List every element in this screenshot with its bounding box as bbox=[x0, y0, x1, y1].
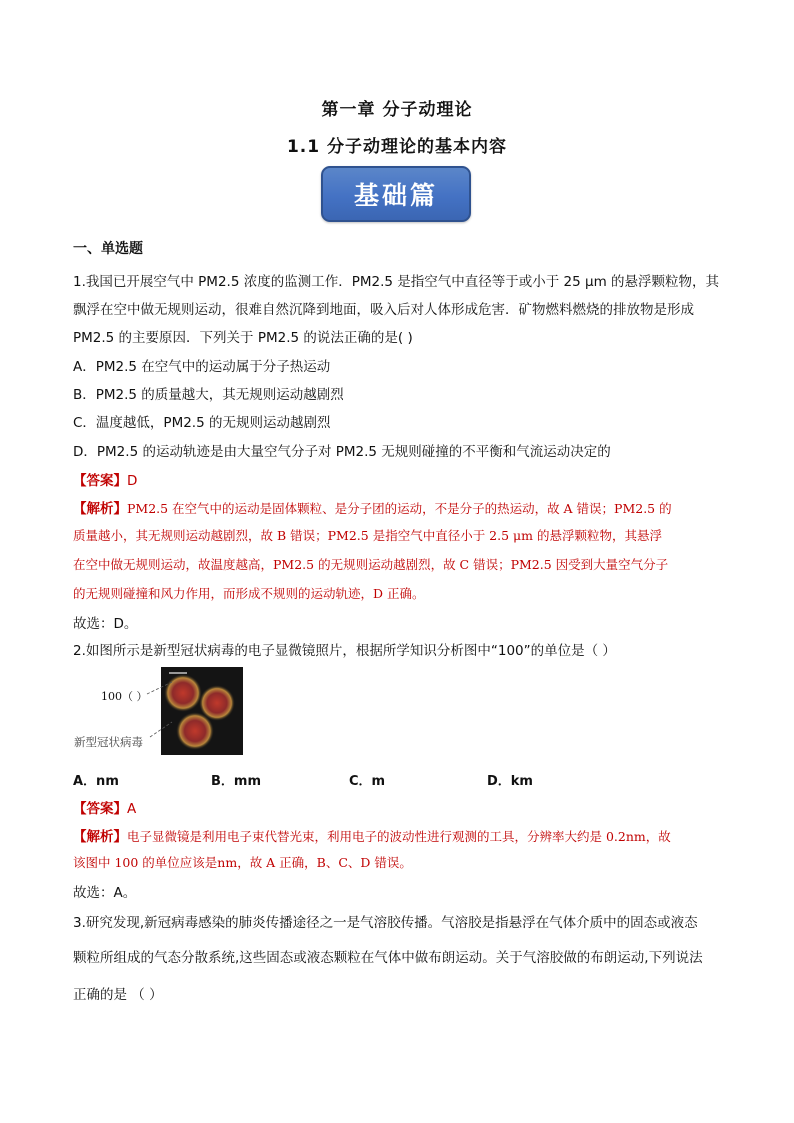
q1-option-a: A．PM2.5 在空气中的运动属于分子热运动 bbox=[73, 359, 331, 375]
q1-analysis-line-3: 在空中做无规则运动，故温度越高，PM2.5 的无规则运动越剧烈，故 C 错误；PM2.5 因受到大量空气分子 bbox=[73, 557, 669, 572]
figure-label-virus: 新型冠状病毒 bbox=[74, 735, 143, 749]
q1-analysis-text-1: PM2.5 在空气中的运动是固体颗粒、是分子团的运动，不是分子的热运动，故 A 错误；PM2.5 的 bbox=[127, 501, 672, 516]
q2-analysis-text-1: 电子显微镜是利用电子束代替光束，利用电子的波动性进行观测的工具，分辨率大约是 0.2nm，故 bbox=[127, 829, 671, 844]
chapter-title: 第一章 分子动理论 bbox=[321, 100, 473, 120]
q2-option-d: D．km bbox=[487, 774, 533, 789]
q2-answer bbox=[73, 797, 136, 817]
q1-answer bbox=[73, 469, 137, 489]
figure-label-100: 100（ ） bbox=[101, 690, 148, 703]
q1-analysis-label: 【解析】 bbox=[73, 501, 127, 517]
q1-answer-label: 【答案】 bbox=[73, 473, 127, 489]
q2-analysis-line-1 bbox=[73, 825, 671, 845]
q1-analysis-line-2: 质量越小，其无规则运动越剧烈，故 B 错误；PM2.5 是指空气中直径小于 2.5 μm 的悬浮颗粒物，其悬浮 bbox=[73, 528, 662, 543]
q1-stem-line-2: 飘浮在空中做无规则运动，很难自然沉降到地面，吸入后对人体形成危害．矿物燃料燃烧的排放物是形成 bbox=[73, 302, 694, 318]
q1-answer-value: D bbox=[127, 473, 138, 489]
q2-analysis-line-2: 该图中 100 的单位应该是nm，故 A 正确，B、C、D 错误。 bbox=[73, 855, 412, 870]
q1-analysis-line-1 bbox=[73, 497, 672, 517]
q2-stem: 2.如图所示是新型冠状病毒的电子显微镜照片，根据所学知识分析图中“100”的单位是（ ） bbox=[73, 643, 616, 659]
q3-stem-line-2: 颗粒所组成的气态分散系统,这些固态或液态颗粒在气体中做布朗运动。关于气溶胶做的布朗运动,下列说法 bbox=[73, 950, 703, 966]
q1-stem-line-1: 1.我国已开展空气中 PM2.5 浓度的监测工作．PM2.5 是指空气中直径等于或小于 25 μm 的悬浮颗粒物，其 bbox=[73, 274, 720, 290]
q1-option-c: C．温度越低，PM2.5 的无规则运动越剧烈 bbox=[73, 415, 331, 431]
virus-micrograph-image bbox=[161, 667, 243, 755]
q3-stem-line-1: 3.研究发现,新冠病毒感染的肺炎传播途径之一是气溶胶传播。气溶胶是指悬浮在气体介质中的固态或液态 bbox=[73, 915, 698, 931]
q3-stem-line-3: 正确的是 （ ） bbox=[73, 987, 163, 1003]
q2-answer-label: 【答案】 bbox=[73, 801, 127, 817]
section-title: 1.1 分子动理论的基本内容 bbox=[286, 137, 508, 157]
q2-option-c: C．m bbox=[349, 774, 386, 789]
section-heading: 一、单选题 bbox=[73, 241, 143, 257]
q1-stem-line-3: PM2.5 的主要原因．下列关于 PM2.5 的说法正确的是( ) bbox=[73, 330, 413, 346]
virus-micrograph bbox=[161, 667, 243, 755]
q1-option-b: B．PM2.5 的质量越大，其无规则运动越剧烈 bbox=[73, 387, 344, 403]
q1-conclusion: 故选：D。 bbox=[73, 616, 138, 632]
q2-answer-value: A bbox=[127, 801, 137, 817]
level-banner-text: 基础篇 bbox=[353, 181, 438, 210]
q1-option-d: D．PM2.5 的运动轨迹是由大量空气分子对 PM2.5 无规则碰撞的不平衡和气流运动决定的 bbox=[73, 444, 611, 460]
q2-analysis-label: 【解析】 bbox=[73, 829, 127, 845]
level-banner bbox=[321, 166, 471, 222]
q2-option-b: B．mm bbox=[211, 774, 262, 789]
q2-conclusion: 故选：A。 bbox=[73, 885, 137, 901]
q1-analysis-line-4: 的无规则碰撞和风力作用，而形成不规则的运动轨迹，D 正确。 bbox=[73, 586, 425, 601]
q2-option-a: A．nm bbox=[73, 774, 119, 789]
